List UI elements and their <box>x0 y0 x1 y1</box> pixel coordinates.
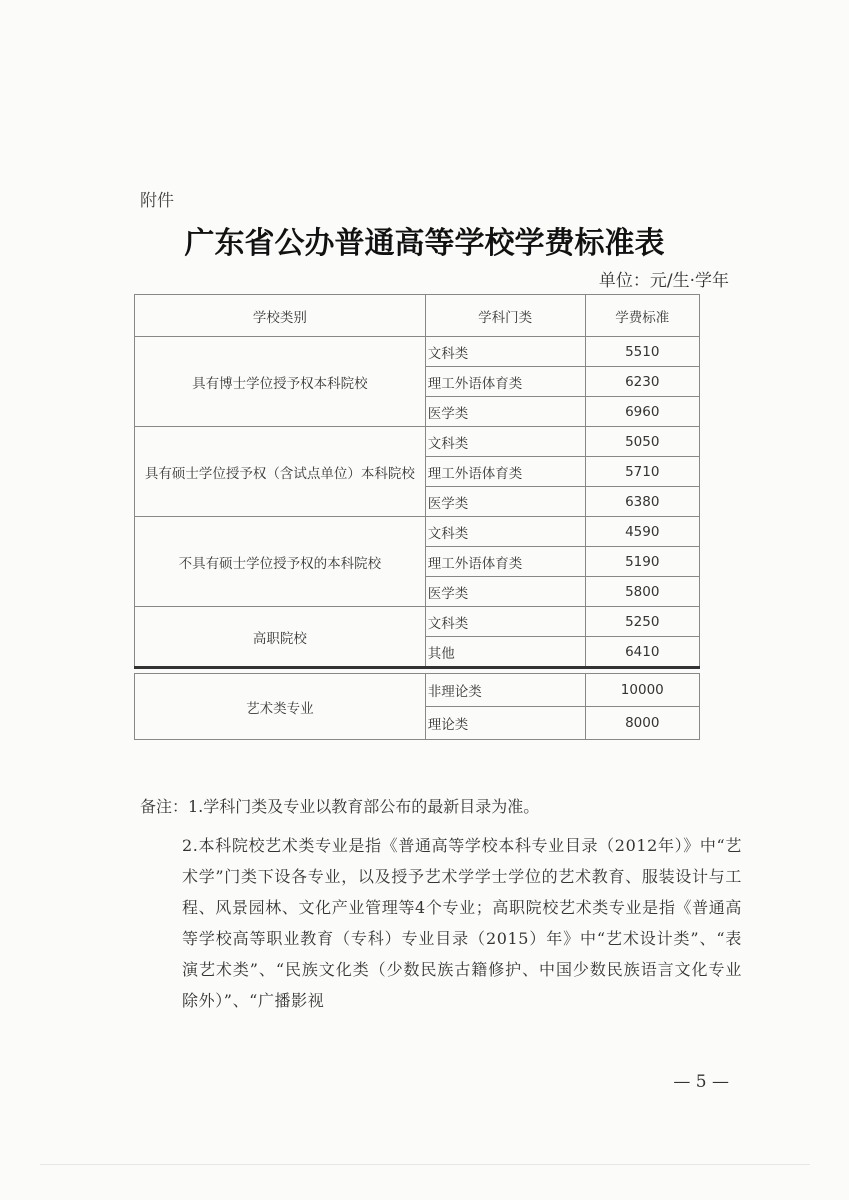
subject-cell: 医学类 <box>425 577 585 607</box>
subject-cell: 文科类 <box>425 607 585 637</box>
table-row <box>135 427 700 457</box>
school-type-cell: 具有硕士学位授予权（含试点单位）本科院校 <box>135 427 426 517</box>
tuition-fee-table <box>134 294 700 740</box>
subject-cell: 医学类 <box>425 487 585 517</box>
fee-cell: 5800 <box>585 577 699 607</box>
school-type-cell: 不具有硕士学位授予权的本科院校 <box>135 517 426 607</box>
fee-cell: 6410 <box>585 637 699 668</box>
fee-cell: 5190 <box>585 547 699 577</box>
school-type-cell: 高职院校 <box>135 607 426 668</box>
subject-cell: 理工外语体育类 <box>425 547 585 577</box>
fee-cell: 6230 <box>585 367 699 397</box>
table-row <box>135 607 700 637</box>
fee-cell: 6960 <box>585 397 699 427</box>
page-number: — 5 — <box>673 1072 729 1092</box>
table-row <box>135 337 700 367</box>
fee-cell: 5050 <box>585 427 699 457</box>
fee-cell: 10000 <box>585 674 699 707</box>
subject-cell: 文科类 <box>425 427 585 457</box>
table-row <box>135 517 700 547</box>
table-row <box>135 674 700 707</box>
header-fee-standard: 学费标准 <box>585 295 699 337</box>
table-header-row <box>135 295 700 337</box>
school-type-cell: 具有博士学位授予权本科院校 <box>135 337 426 427</box>
subject-cell: 文科类 <box>425 337 585 367</box>
subject-cell: 文科类 <box>425 517 585 547</box>
header-subject-category: 学科门类 <box>425 295 585 337</box>
unit-label: 单位：元/生·学年 <box>598 271 729 291</box>
footer-divider <box>40 1164 810 1165</box>
document-title: 广东省公办普通高等学校学费标准表 <box>184 226 665 261</box>
annex-label: 附件 <box>140 191 174 211</box>
subject-cell: 理论类 <box>425 707 585 740</box>
subject-cell: 非理论类 <box>425 674 585 707</box>
subject-cell: 医学类 <box>425 397 585 427</box>
fee-cell: 4590 <box>585 517 699 547</box>
subject-cell: 其他 <box>425 637 585 668</box>
fee-cell: 5710 <box>585 457 699 487</box>
note-1: 备注：1.学科门类及专业以教育部公布的最新目录为准。 <box>140 797 540 816</box>
note-2: 2.本科院校艺术类专业是指《普通高等学校本科专业目录（2012年）》中“艺术学”门类下设各专业，以及授予艺术学学士学位的艺术教育、服装设计与工程、风景园林、文化产业管理等4个专业；高职院校艺术类专业是指《普通高等学校高等职业教育（专科）专业目录（2015）年》中“艺术设计类”、“表演艺术类”、“民族文化类（少数民族古籍修护、中国少数民族语言文化专业除外）”、“广播影视 <box>182 836 742 1010</box>
fee-cell: 5510 <box>585 337 699 367</box>
school-type-cell: 艺术类专业 <box>135 674 426 740</box>
fee-cell: 6380 <box>585 487 699 517</box>
fee-cell: 8000 <box>585 707 699 740</box>
subject-cell: 理工外语体育类 <box>425 367 585 397</box>
header-school-type: 学校类别 <box>135 295 426 337</box>
subject-cell: 理工外语体育类 <box>425 457 585 487</box>
fee-cell: 5250 <box>585 607 699 637</box>
